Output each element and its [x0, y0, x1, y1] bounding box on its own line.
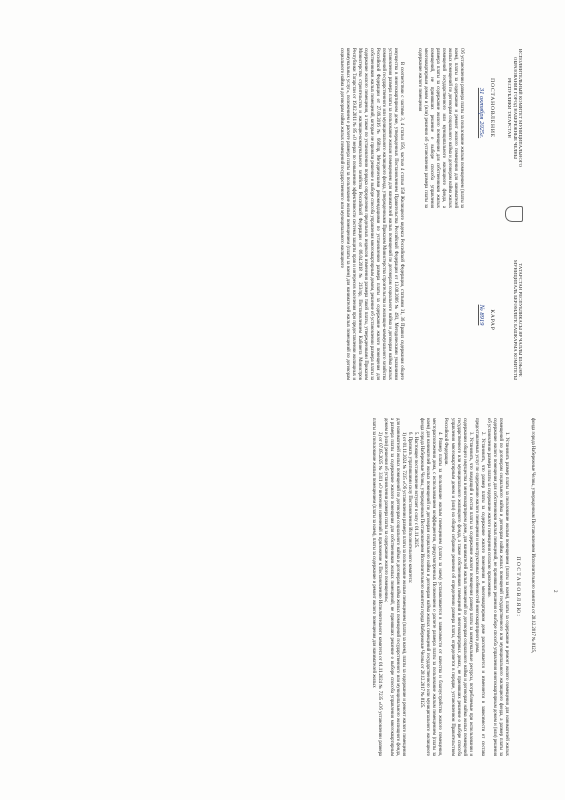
handwritten-number: № 8919 — [478, 304, 485, 326]
section-heading: ПОСТАНОВЛЯЮ: — [514, 556, 521, 618]
preamble-continuation: фонда города Набережные Челны, утвержденным Постановлением Исполнительного комитета от 28.12.2017 № 8125, — [530, 418, 535, 654]
clause-item: 6. Признать утратившими силу Постановления Исполнительного комитета: — [407, 432, 413, 583]
clause-item: 3. Установить, что входящий в состав платы за содержание жилого помещения размер платы за коммунальные ресурсы, потребляемые при использовании и содержании общего имущества в многоквартирном доме, для нанимателей жилых помещений по договорам социального найма и договорам найма жилых помещений государственного или муниципального жилищного фонда, а также собственников помещений в многоквартирных домах, не принявших решение о выборе способа управления многоквартирным домом и (или) на общем собрании решения об определении размера платы, определяется в порядке, установленном Правительством Российской Федерации. — [443, 418, 473, 756]
clause-item: 1. Установить размер платы за пользование жилым помещением (платы за наем), платы за содержание и ремонт жилого помещения для нанимателей жилых помещений по договорам социального найма и договорам найма жилых помещений государственного или муниципального жилищного фонда, а размер платы за содержание жилого помещения для собственников жилых помещений, не принявших решения о выборе способа управления многоквартирным домом и (или) решения об установлении размера платы за содержание жилого помещения согласно приложению. — [485, 418, 509, 756]
clause-item: 2. Установить, что размер платы за содержание жилого помещения в многоквартирном доме рассчитывается и изменяется в зависимости от состава предоставляемых услуг по содержанию жилого помещения и конструктивных особенностей многоквартирного дома. — [473, 418, 485, 756]
handwritten-date: 31 октября 2025г. — [478, 87, 485, 139]
clause-item: 2) от 07.05.2025 № 3311 «О внесении изменений в приложение к Постановлению Исполнительного комитета от 01.11.2024 № 7235 «Об установлении размера платы за пользование жилым помещением (платы за наем), платы за содержание и ремонт жилого помещения для нанимателей жилых — [370, 418, 382, 756]
letterhead — [505, 48, 523, 380]
clause-item: 4. Размер платы за пользование жилым помещением (платы за наем) устанавливается в зависимости от качества и благоустройства жилого помещения, месторасположения дома, с использованием коэффициентов, предусмотренных Положением о расчете размера платы за пользование жилым помещением (платы за наем) для нанимателей жилых помещений по договорам социального найма и договорам найма жилых помещений государственного или муниципального жилищного фонда города Набережные Челны, утвержденным Постановлением Исполнительного комитета города Набережные Челны от 28.12.2017 № 8125. — [419, 418, 443, 756]
header-tatar: ТАТАРСТАН РЕСПУБЛИКАСЫ ЯР ЧАЛЛЫ ШӘҺӘРЕ МУНИЦИПАЛЬ БЕРӘМЛЕГЕ БАШКАРМА КОМИТЕТЫ — [512, 260, 523, 380]
page-two — [0, 400, 565, 800]
title-karar: КАРАР — [489, 309, 495, 331]
document-type — [489, 48, 495, 380]
document-subject: Об установлении размера платы за пользование жилым помещением (платы за наем), платы за содержание и ремонт жилого помещения для нанимателей жилых помещений по договорам социального найма и договорам найма жилых помещений государственного или муниципального жилищного фонда, а размера платы за содержание жилого помещения для собственников жилых помещений, не принявших решение о выборе способа управления многоквартирным домом и (или) решения об установлении размера платы за содержание жилого помещения — [417, 48, 464, 208]
preamble-text: В соответствии с частями 3, 4 статьи 156, частью 4 статьи 158 Жилищного кодекса Российской Федерации, статьями 31, 36 Правил содержания общего имущества в многоквартирном доме, утвержденных Постановлением Правительства Российской Федерации от 13.08.2006 № 491, Методическими указаниями установления размера платы за пользование жилым помещением для нанимателей жилых помещений по договорам социального найма и договорам найма жилых помещений государственного или муниципального жилищного фонда, утвержденными Приказом Министерства строительства и жилищно-коммунального хозяйства Российской Федерации от 27.09.2016 № 668/пр, Методическими рекомендациями по установлению размера платы за содержание жилого помещения для собственников жилых помещений, которые не приняли решение о выборе способа управления многоквартирным домом, решение об установлении размера платы за содержание жилого помещения, а также по установлению порядка определения предельных индексов изменения размера такой платы, утвержденными Приказом Министерства строительства и жилищно-коммунального хозяйства Российской Федерации от 06.04.2018 № 213/пр, Постановлением Кабинета Министров Республики Татарстан от 19.02.2011 № 85 «О мерах по повышению эффективности системы защиты прав и интересов населения при предоставлении жилищных и коммунальных услуг», положением о расчете размера платы за пользование жилым помещением (платы за наем) для нанимателей жилых помещений по договорам социального найма и договорам найма жилых помещений государственного или муниципального жилищного — [338, 48, 404, 380]
page-number: 2 — [552, 590, 557, 593]
clause-item: 5. Настоящее постановление вступает в силу с 01.11.2025. — [413, 432, 419, 549]
title-postanovlenie: ПОСТАНОВЛЕНИЕ — [489, 78, 495, 138]
handwritten-details — [478, 48, 485, 380]
clause-item: 1) от 01.11.2024 № 7235 «Об установлении размера платы за пользование жилым помещением (платы за наем), платы за содержание и ремонт жилого помещения для нанимателей жилых помещений по договорам социального найма и договорам найма жилых помещений государственного или муниципального жилищного фонда, а размера платы за содержание жилого помещения для собственников жилых помещений, не принявших решение о выборе способа управления многоквартирным домом и (или) решения об установлении размера платы за содержание жилого помещения»; — [383, 418, 407, 756]
emblem-icon — [505, 206, 523, 222]
header-russian: ИСПОЛНИТЕЛЬНЫЙ КОМИТЕТ МУНИЦИПАЛЬНОГО ОБРАЗОВАНИЯ ГОРОД НАБЕРЕЖНЫЕ ЧЕЛНЫ РЕСПУБЛИКИ ТАТАРСТАН — [507, 48, 523, 168]
